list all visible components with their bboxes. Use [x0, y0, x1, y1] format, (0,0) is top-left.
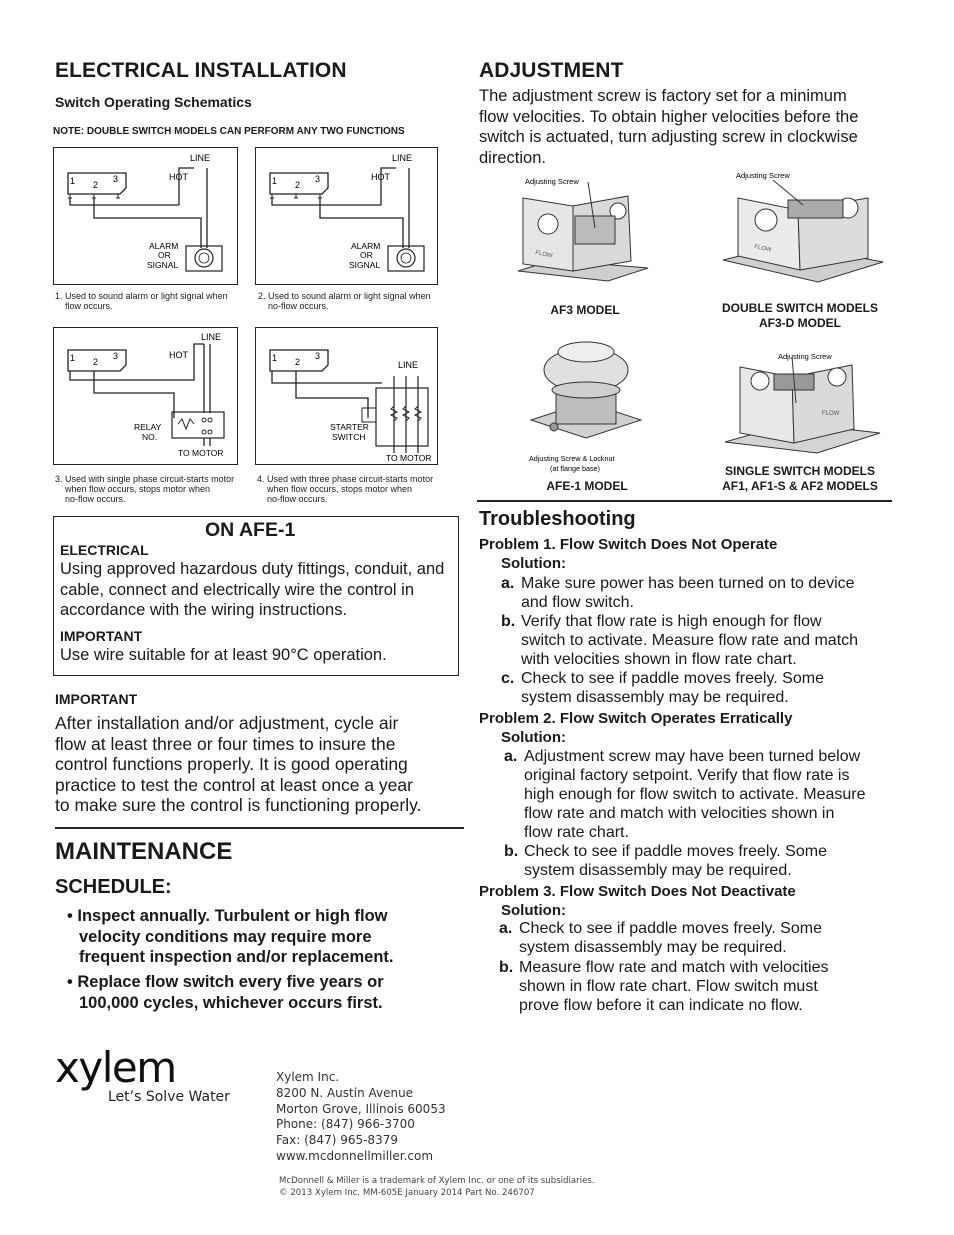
schedule-bullet-1: • Inspect annually. Turbulent or high flow velocity conditions may require more frequent inspection and/or replacement. [67, 907, 394, 966]
svg-text:SIGNAL: SIGNAL [349, 260, 381, 270]
svg-text:3: 3 [315, 351, 321, 361]
problem-3-item-a: a. Check to see if paddle moves freely. Some system disassembly may be required. [499, 920, 822, 956]
important-label: IMPORTANT [55, 691, 138, 707]
svg-text:2: 2 [295, 180, 301, 190]
problem-1-item-a: a. Make sure power has been turned on to device and flow switch. [501, 575, 855, 611]
afe1-model-label: AFE-1 MODEL [546, 479, 628, 493]
hot-label: HOT [169, 172, 188, 182]
electrical-installation-title: ELECTRICAL INSTALLATION [55, 59, 347, 82]
af3d-model-photo [718, 170, 888, 288]
af3-model-photo [513, 176, 653, 286]
svg-text:HOT: HOT [371, 172, 390, 182]
xylem-logo: xylem [55, 1043, 176, 1092]
device-signal: SIGNAL [147, 260, 179, 270]
svg-text:FLOW: FLOW [753, 244, 772, 254]
afe1-callout-2: (at flange base) [550, 464, 600, 473]
xylem-tagline: Let’s Solve Water [108, 1089, 230, 1105]
svg-text:RELAY: RELAY [134, 422, 162, 432]
adjustment-title: ADJUSTMENT [479, 59, 624, 82]
schedule-bullet-2: • Replace flow switch every five years or 100,000 cycles, whichever occurs first. [67, 973, 384, 1012]
afe1-callout-1: Adjusting Screw & Locknut [529, 454, 615, 463]
svg-text:2: 2 [295, 357, 301, 367]
problem-2-item-b: b. Check to see if paddle moves freely. Some system disassembly may be required. [504, 843, 827, 879]
svg-text:3: 3 [315, 174, 321, 184]
svg-text:LINE: LINE [398, 360, 419, 370]
legal-notice: McDonnell & Miller is a trademark of Xylem Inc. or one of its subsidiaries. © 2013 Xylem Inc. MM-605E January 2014 Part No. 246707 [279, 1176, 595, 1198]
important-text-afe1: Use wire suitable for at least 90°C operation. [60, 646, 387, 664]
relay-schematic [54, 328, 236, 463]
afe1-title: ON AFE-1 [205, 519, 296, 541]
device-alarm: ALARM [149, 241, 179, 251]
svg-text:TO MOTOR: TO MOTOR [386, 453, 432, 463]
electrical-text: Using approved hazardous duty fittings, conduit, and cable, connect and electrically wire the control in accordance with the wiring instructions. [60, 560, 445, 619]
terminal-3: 3 [113, 174, 119, 184]
svg-text:SWITCH: SWITCH [332, 432, 366, 442]
troubleshooting-divider [477, 500, 892, 502]
terminal-2: 2 [93, 180, 99, 190]
electrical-label: ELECTRICAL [60, 542, 149, 558]
alarm-schematic-1 [54, 148, 236, 283]
svg-text:STARTER: STARTER [330, 422, 369, 432]
svg-text:1: 1 [272, 353, 278, 363]
svg-text:1: 1 [272, 176, 278, 186]
af1-model-photo [722, 347, 882, 457]
problem-2-heading: Problem 2. Flow Switch Operates Erratically [479, 710, 793, 727]
line-label: LINE [190, 153, 211, 163]
afe1-notice-box [53, 516, 459, 676]
problem-2-solution: Solution: [501, 729, 566, 746]
svg-text:3: 3 [113, 351, 119, 361]
schematic-diagram-4 [255, 327, 438, 465]
problem-1-item-c: c. Check to see if paddle moves freely. Some system disassembly may be required. [501, 670, 824, 706]
problem-3-item-b: b. Measure flow rate and match with velocities shown in flow rate chart. Flow switch must prove flow before it can indicate no flow. [499, 959, 829, 1014]
problem-2-item-a: a. Adjustment screw may have been turned below original factory setpoint. Verify that flow rate is high enough for flow switch to activate. Measure flow rate and match with velocities shown in flow rate chart. [504, 748, 866, 841]
terminal-1: 1 [70, 176, 76, 186]
af1-callout: Adjusting Screw [778, 352, 832, 361]
svg-text:ALARM: ALARM [351, 241, 381, 251]
device-or: OR [158, 250, 171, 260]
schematic-diagram-2 [255, 147, 438, 285]
diagram-2-caption: 2. Used to sound alarm or light signal when no-flow occurs. [258, 291, 431, 311]
alarm-schematic-2 [256, 148, 436, 283]
diagram-3-caption: 3. Used with single phase circuit-starts motor when flow occurs, stops motor when no-flow occurs. [55, 474, 235, 504]
problem-3-solution: Solution: [501, 902, 566, 919]
svg-text:OR: OR [360, 250, 373, 260]
schematic-diagram-1 [53, 147, 238, 285]
adjustment-text: The adjustment screw is factory set for a minimum flow velocities. To obtain higher velocities before the switch is actuated, turn adjusting screw in clockwise direction. [479, 87, 859, 167]
website-link: www.mcdonnellmiller.com [276, 1148, 434, 1163]
svg-text:LINE: LINE [201, 332, 222, 342]
maintenance-divider [55, 827, 464, 829]
afe1-model-photo [526, 330, 646, 475]
af3-model-label: AF3 MODEL [550, 303, 620, 317]
double-switch-note: NOTE: DOUBLE SWITCH MODELS CAN PERFORM ANY TWO FUNCTIONS [53, 126, 405, 137]
svg-text:LINE: LINE [392, 153, 413, 163]
problem-3-heading: Problem 3. Flow Switch Does Not Deactivate [479, 883, 796, 900]
important-text: After installation and/or adjustment, cycle air flow at least three or four times to insure the control functions properly. It is good operating practice to test the control at least once a year to make sure the control is functioning properly. [55, 713, 422, 815]
af3-switch-illustration [513, 176, 653, 286]
schematic-diagram-3 [53, 327, 238, 465]
problem-1-item-b: b. Verify that flow rate is high enough for flow switch to activate. Measure flow rate and match with velocities shown in flow rate chart. [501, 613, 859, 668]
svg-text:FLOW: FLOW [534, 250, 553, 260]
schematics-subtitle: Switch Operating Schematics [55, 94, 252, 110]
important-label-afe1: IMPORTANT [60, 628, 143, 644]
svg-text:HOT: HOT [169, 350, 188, 360]
svg-text:TO MOTOR: TO MOTOR [178, 448, 224, 458]
diagram-1-caption: 1. Used to sound alarm or light signal when flow occurs. [55, 291, 228, 311]
svg-text:1: 1 [70, 353, 76, 363]
schedule-title: SCHEDULE: [55, 876, 172, 898]
af3d-model-label: DOUBLE SWITCH MODELS AF3-D MODEL [722, 301, 878, 330]
problem-1-heading: Problem 1. Flow Switch Does Not Operate [479, 536, 778, 553]
af3d-callout: Adjusting Screw [736, 171, 790, 180]
problem-1-solution: Solution: [501, 555, 566, 572]
svg-text:2: 2 [93, 357, 99, 367]
troubleshooting-title: Troubleshooting [479, 508, 636, 530]
diagram-4-caption: 4. Used with three phase circuit-starts motor when flow occurs, stops motor when no-flow occurs. [257, 474, 434, 504]
af1-switch-illustration [722, 347, 882, 457]
af1-model-label: SINGLE SWITCH MODELS AF1, AF1-S & AF2 MODELS [722, 464, 878, 493]
af3d-switch-illustration [718, 170, 888, 288]
af3-callout: Adjusting Screw [525, 177, 579, 186]
maintenance-title: MAINTENANCE [55, 838, 233, 865]
starter-schematic [256, 328, 436, 463]
company-address: Xylem Inc. 8200 N. Austin Avenue Morton Grove, Illinois 60053 Phone: (847) 966-3700 Fax: (847) 965-8379 www.mcdonnellmiller.com [276, 1070, 446, 1163]
afe1-switch-illustration [526, 330, 646, 475]
svg-text:FLOW: FLOW [822, 411, 840, 417]
svg-text:NO.: NO. [142, 432, 158, 442]
